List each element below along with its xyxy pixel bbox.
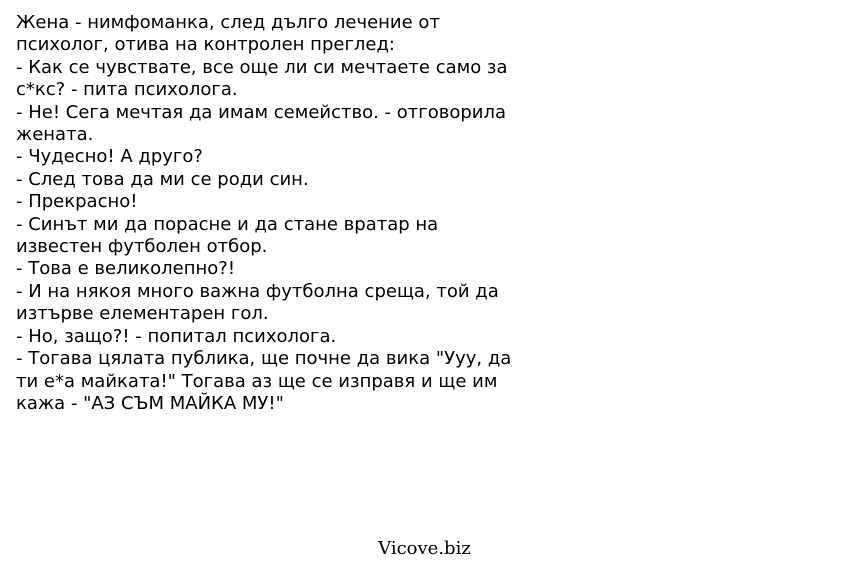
joke-line: Жена - нимфоманка, след дълго лечение от bbox=[16, 12, 440, 33]
joke-line: - И на някоя много важна футболна среща, той да bbox=[16, 280, 499, 302]
joke-line: известен футболен отбор. bbox=[16, 236, 268, 258]
joke-line: изтърве елементарен гол. bbox=[16, 303, 269, 325]
joke-text bbox=[16, 12, 576, 415]
joke-line: - Тогава цялата публика, ще почне да вика "Ууу, да bbox=[16, 348, 512, 370]
joke-line: - Синът ми да порасне и да стане вратар на bbox=[16, 213, 439, 235]
joke-line: кажа - "АЗ СЪМ МАЙКА МУ!" bbox=[16, 392, 284, 414]
joke-line: жената. bbox=[16, 124, 94, 146]
joke-line: - Но, защо?! - попитал психолога. bbox=[16, 325, 337, 347]
joke-line: - Не! Сега мечтая да имам семейство. - отговорила bbox=[16, 101, 507, 123]
joke-line: психолог, отива на контролен преглед: bbox=[16, 34, 395, 56]
joke-line: - Чудесно! А друго? bbox=[16, 146, 203, 168]
joke-line: - След това да ми се роди син. bbox=[16, 168, 309, 190]
joke-line: ти е*а майката!" Тогава аз ще се изправя и ще им bbox=[16, 370, 498, 392]
joke-line: - Прекрасно! bbox=[16, 191, 138, 213]
joke-line: - Как се чувствате, все още ли си мечтаете само за bbox=[16, 56, 508, 78]
joke-line: - Това е великолепно?! bbox=[16, 258, 236, 280]
site-watermark: Vicove.biz bbox=[378, 538, 471, 559]
joke-line: с*кс? - пита психолога. bbox=[16, 79, 238, 101]
